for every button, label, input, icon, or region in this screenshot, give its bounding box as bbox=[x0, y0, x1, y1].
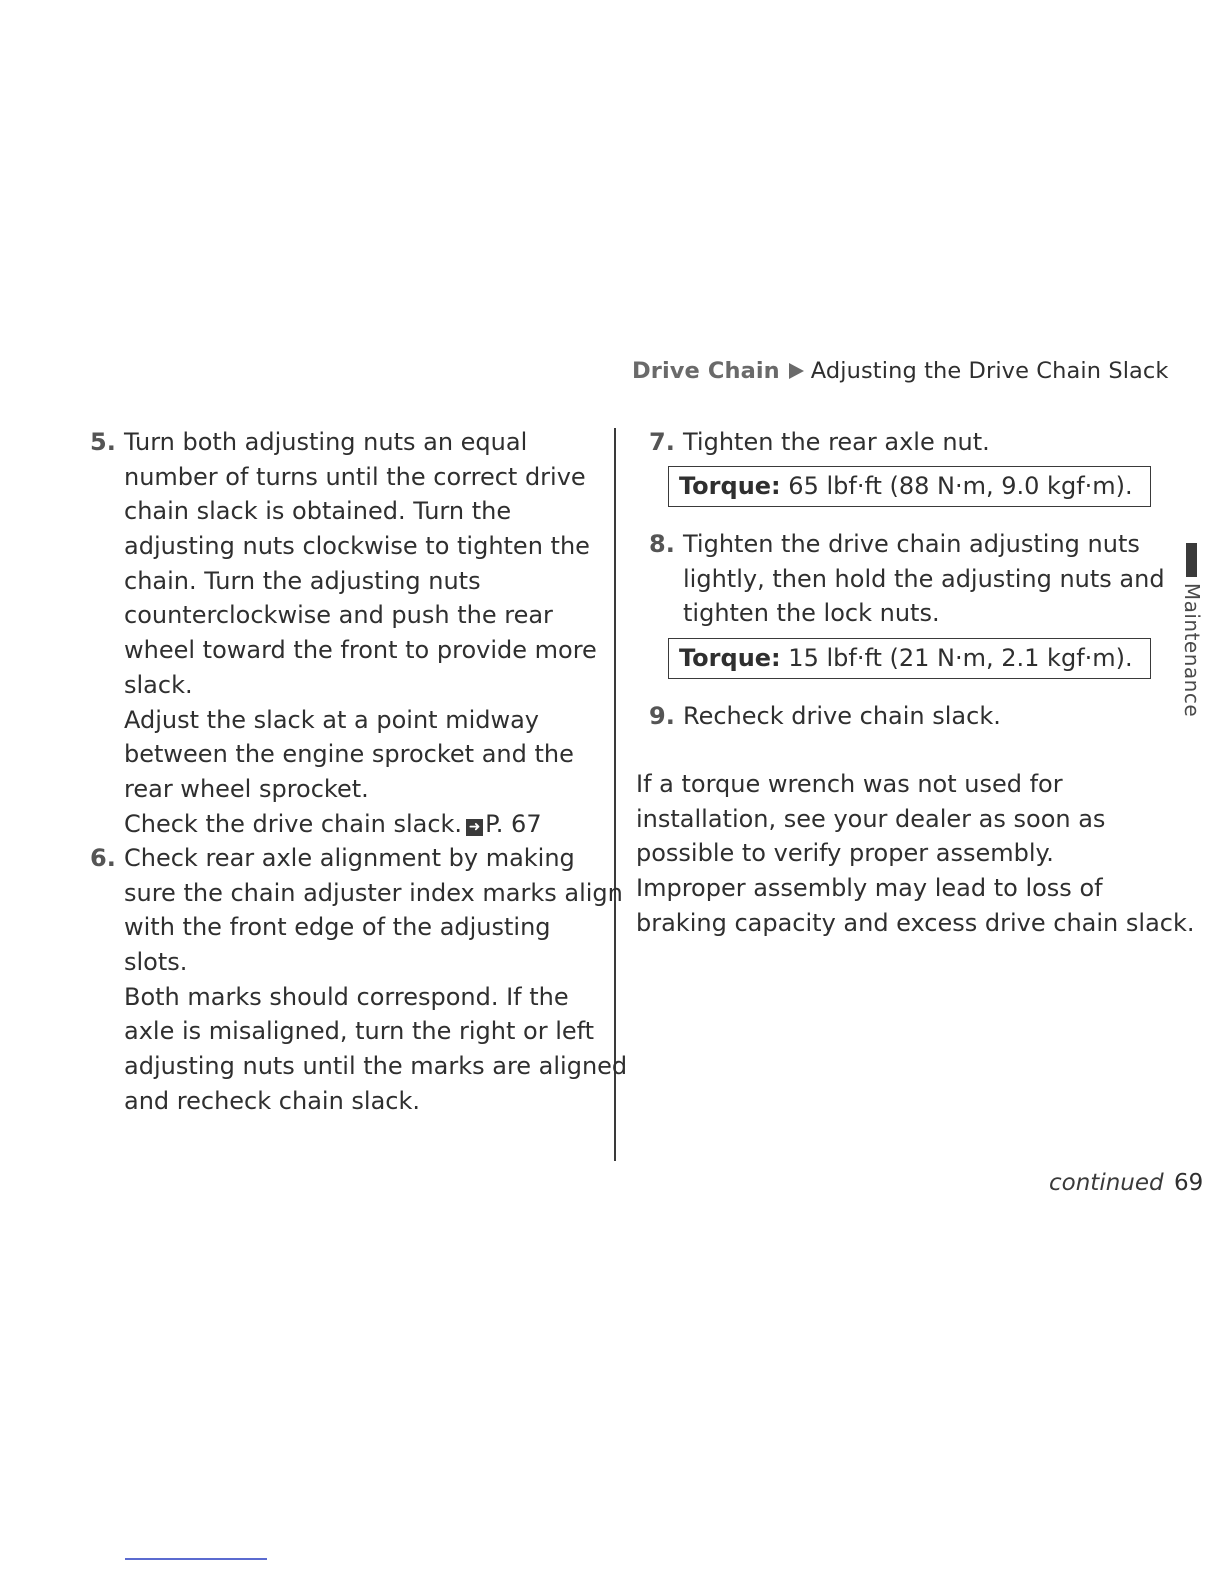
text-line: Recheck drive chain slack. bbox=[683, 702, 1001, 730]
text-line: Tighten the drive chain adjusting nuts bbox=[683, 530, 1140, 558]
note-paragraph bbox=[636, 767, 1195, 940]
breadcrumb-section: Drive Chain bbox=[632, 358, 780, 384]
text-line: rear wheel sprocket. bbox=[124, 774, 369, 803]
text-line: axle is misaligned, turn the right or left bbox=[124, 1017, 595, 1046]
reference-line bbox=[124, 807, 597, 842]
step-number: 5. bbox=[90, 428, 116, 456]
torque-spec-box bbox=[668, 466, 1151, 507]
step-number: 9. bbox=[649, 702, 675, 730]
torque-value: 65 lbf·ft (88 N·m, 9.0 kgf·m). bbox=[788, 472, 1133, 500]
text-line: with the front edge of the adjusting bbox=[124, 913, 551, 942]
torque-value: 15 lbf·ft (21 N·m, 2.1 kgf·m). bbox=[788, 644, 1133, 672]
text-line: counterclockwise and push the rear bbox=[124, 601, 553, 630]
step-text bbox=[124, 425, 597, 841]
text-line: Improper assembly may lead to loss of bbox=[636, 874, 1103, 903]
text-line: possible to verify proper assembly. bbox=[636, 839, 1054, 868]
continued-label: continued bbox=[1049, 1170, 1164, 1196]
text-line: tighten the lock nuts. bbox=[683, 599, 940, 628]
breadcrumb-topic: Adjusting the Drive Chain Slack bbox=[810, 358, 1169, 384]
step-number: 6. bbox=[90, 844, 116, 872]
torque-label: Torque: bbox=[679, 472, 781, 500]
reference-page-link[interactable]: P. 67 bbox=[485, 809, 542, 838]
step-text bbox=[683, 425, 990, 460]
page-reference-icon: ➜ bbox=[466, 819, 483, 836]
text-line: adjusting nuts until the marks are aligned bbox=[124, 1052, 628, 1081]
footnote-rule bbox=[125, 1558, 267, 1560]
text-line: lightly, then hold the adjusting nuts and bbox=[683, 564, 1165, 593]
section-tab-marker bbox=[1186, 543, 1197, 577]
text-line: Check rear axle alignment by making bbox=[124, 844, 575, 872]
text-line: installation, see your dealer as soon as bbox=[636, 804, 1106, 833]
text-line: adjusting nuts clockwise to tighten the bbox=[124, 532, 590, 561]
step-text bbox=[124, 841, 627, 1119]
step-number: 8. bbox=[649, 530, 675, 558]
section-tab-label: Maintenance bbox=[1180, 582, 1204, 718]
breadcrumb-arrow-icon bbox=[789, 363, 804, 379]
text-line: If a torque wrench was not used for bbox=[636, 770, 1063, 798]
text-line: slots. bbox=[124, 948, 188, 977]
breadcrumb bbox=[632, 358, 1169, 384]
page-number: 69 bbox=[1174, 1170, 1204, 1196]
text-line: chain slack is obtained. Turn the bbox=[124, 497, 512, 526]
torque-spec-box bbox=[668, 638, 1151, 679]
text-line: and recheck chain slack. bbox=[124, 1086, 421, 1115]
text-line: Both marks should correspond. If the bbox=[124, 982, 569, 1011]
reference-text: Check the drive chain slack. bbox=[124, 809, 463, 838]
text-line: slack. bbox=[124, 670, 193, 699]
text-line: braking capacity and excess drive chain slack. bbox=[636, 908, 1195, 937]
text-line: Turn both adjusting nuts an equal bbox=[124, 428, 528, 456]
step-text bbox=[683, 527, 1165, 631]
step-text bbox=[683, 699, 1001, 734]
step-number: 7. bbox=[649, 428, 675, 456]
text-line: chain. Turn the adjusting nuts bbox=[124, 566, 481, 595]
text-line: number of turns until the correct drive bbox=[124, 462, 586, 491]
text-line: Adjust the slack at a point midway bbox=[124, 705, 540, 734]
text-line: wheel toward the front to provide more bbox=[124, 636, 597, 665]
text-line: Tighten the rear axle nut. bbox=[683, 428, 990, 456]
text-line: between the engine sprocket and the bbox=[124, 740, 574, 769]
torque-label: Torque: bbox=[679, 644, 781, 672]
text-line: sure the chain adjuster index marks align bbox=[124, 878, 623, 907]
